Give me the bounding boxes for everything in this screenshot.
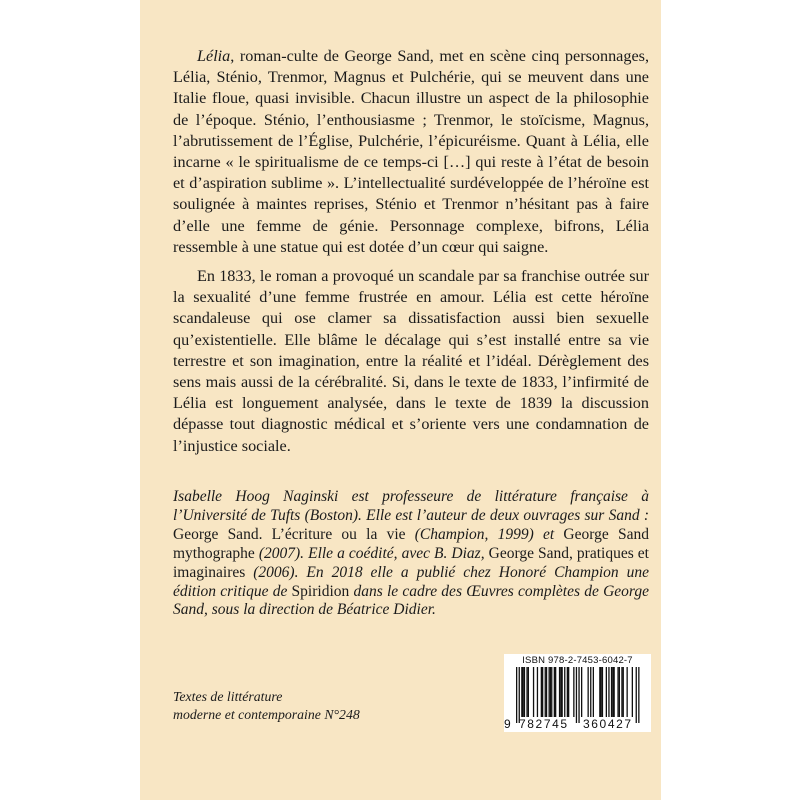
bio-segment: (2007). Elle a coédité, avec B. Diaz, xyxy=(254,544,489,562)
isbn-label: ISBN 978-2-7453-6042-7 xyxy=(522,655,633,666)
ean-digits xyxy=(504,717,651,731)
barcode-bar xyxy=(576,667,577,723)
barcode-bar xyxy=(632,667,633,717)
bio-segment: dans le cadre des Œuvres complètes de George Sand, sous la direction de Béatrice Didier. xyxy=(173,582,649,619)
barcode-bar xyxy=(545,667,546,717)
barcode-bar xyxy=(562,667,563,717)
ean-right-digits: 360427 xyxy=(583,717,633,731)
barcode-bar xyxy=(550,667,551,717)
ean-left-digits: 782745 xyxy=(519,717,569,731)
barcode-bar xyxy=(599,667,600,717)
summary-paragraph-1 xyxy=(173,46,649,258)
author-bio xyxy=(173,488,649,620)
barcode-bar xyxy=(608,667,609,717)
series-line-2: moderne et contemporaine N°248 xyxy=(173,707,360,722)
barcode-bar xyxy=(521,667,522,717)
barcode-bar xyxy=(638,667,639,723)
barcode-bar xyxy=(578,667,579,723)
novel-title: Lélia xyxy=(197,47,231,65)
bio-book-title: George Sand, pratiques et imaginaires xyxy=(173,544,649,581)
series-info xyxy=(173,688,433,724)
barcode-bar xyxy=(554,667,555,717)
barcode-bar xyxy=(611,667,612,717)
barcode-bar xyxy=(621,667,622,717)
bio-segment: Isabelle Hoog Naginski est professeure de littérature française à l’Université de Tufts (Boston). Elle est l’auteur de deux ouvrages sur Sand : xyxy=(173,488,649,524)
barcode-bar xyxy=(614,667,615,717)
barcode-bar xyxy=(541,667,542,717)
barcode-bar xyxy=(523,667,524,717)
barcode-bar xyxy=(567,667,568,717)
barcode-bar xyxy=(581,667,582,717)
barcode-bar xyxy=(533,667,534,717)
barcode-bar xyxy=(519,667,520,723)
barcode-bar xyxy=(549,667,550,717)
barcode-bar xyxy=(528,667,529,717)
barcode-bar xyxy=(617,667,618,717)
barcode-bar xyxy=(593,667,594,717)
barcode-bar xyxy=(590,667,591,717)
barcode-bar xyxy=(516,667,517,723)
barcode-bar xyxy=(559,667,560,717)
barcode-bar xyxy=(573,667,574,717)
bio-segment: (Champion, 1999) et xyxy=(405,525,564,543)
barcode-bar xyxy=(627,667,628,717)
barcode-bar xyxy=(526,667,527,717)
barcode-bar xyxy=(560,667,561,717)
series-line-1: Textes de littérature xyxy=(173,689,283,704)
barcode-bar xyxy=(619,667,620,717)
bio-segment: (2006). En 2018 elle a publié chez Honoré Champion une édition critique de xyxy=(173,563,649,600)
barcode-bar xyxy=(551,667,552,717)
barcode-bar xyxy=(555,667,556,717)
ean-first-digit: 9 xyxy=(504,717,511,731)
barcode-bar xyxy=(568,667,569,717)
barcode-bar xyxy=(588,667,589,717)
barcode-bar xyxy=(542,667,543,717)
barcode xyxy=(504,654,651,732)
barcode-bar xyxy=(623,667,624,717)
summary-paragraph-1-text: , roman-culte de George Sand, met en scène cinq personnages, Lélia, Sténio, Trenmor, Magnus et Pulchérie, qui se meuvent dans une Italie floue, quasi invisible. Chacun illustre un aspect de la philosophie de l’époque. Sténio, l’enthousiasme ; Trenmor, le stoïcisme, Magnus, l’abrutissement de l’Église, Pulchérie, l’épicuréisme. Quant à Lélia, elle incarne « le spiritualisme de ce temps-ci […] qui reste à l’état de besoin et d’aspiration sublime ». L’intellectualité surdéveloppée de l’héroïne est soulignée à maintes reprises, Sténio et Trenmor n’hésitant pas à faire d’elle une femme de génie. Personnage complexe, bifrons, Lélia ressemble à une statue qui est dotée d’un cœur qui saigne. xyxy=(173,47,649,256)
barcode-bar xyxy=(524,667,525,717)
bio-book-title: George Sand. L’écriture ou la vie xyxy=(173,525,406,543)
barcode-bar xyxy=(612,667,613,717)
bio-book-title: Spiridion xyxy=(291,582,350,600)
barcode-bar xyxy=(601,667,602,717)
barcode-bar xyxy=(537,667,538,717)
back-cover xyxy=(140,0,661,800)
barcode-bar xyxy=(564,667,565,717)
summary-paragraph-2: En 1833, le roman a provoqué un scandale par sa franchise outrée sur la sexualité d’une femme frustrée en amour. Lélia est cette héroïne scandaleuse qui ose clamer sa dissatisfaction aussi bien sexuelle qu’existentielle. Elle blâme le décalage qui s’est installé entre sa vie terrestre et son imagination, entre la réalité et l’idéal. Dérèglement des sens mais aussi de la cérébralité. Si, dans le texte de 1833, l’infirmité de Lélia est longuement analysée, dans le texte de 1839 la discussion dépasse tout diagnostic médical et s’oriente vers une condamnation de l’injustice sociale. xyxy=(173,267,649,455)
barcode-bar xyxy=(636,667,637,723)
barcode-bar xyxy=(546,667,547,717)
barcode-bar xyxy=(606,667,607,717)
bio-book-title: George Sand mythographe xyxy=(173,525,649,562)
barcode-bar xyxy=(602,667,603,717)
